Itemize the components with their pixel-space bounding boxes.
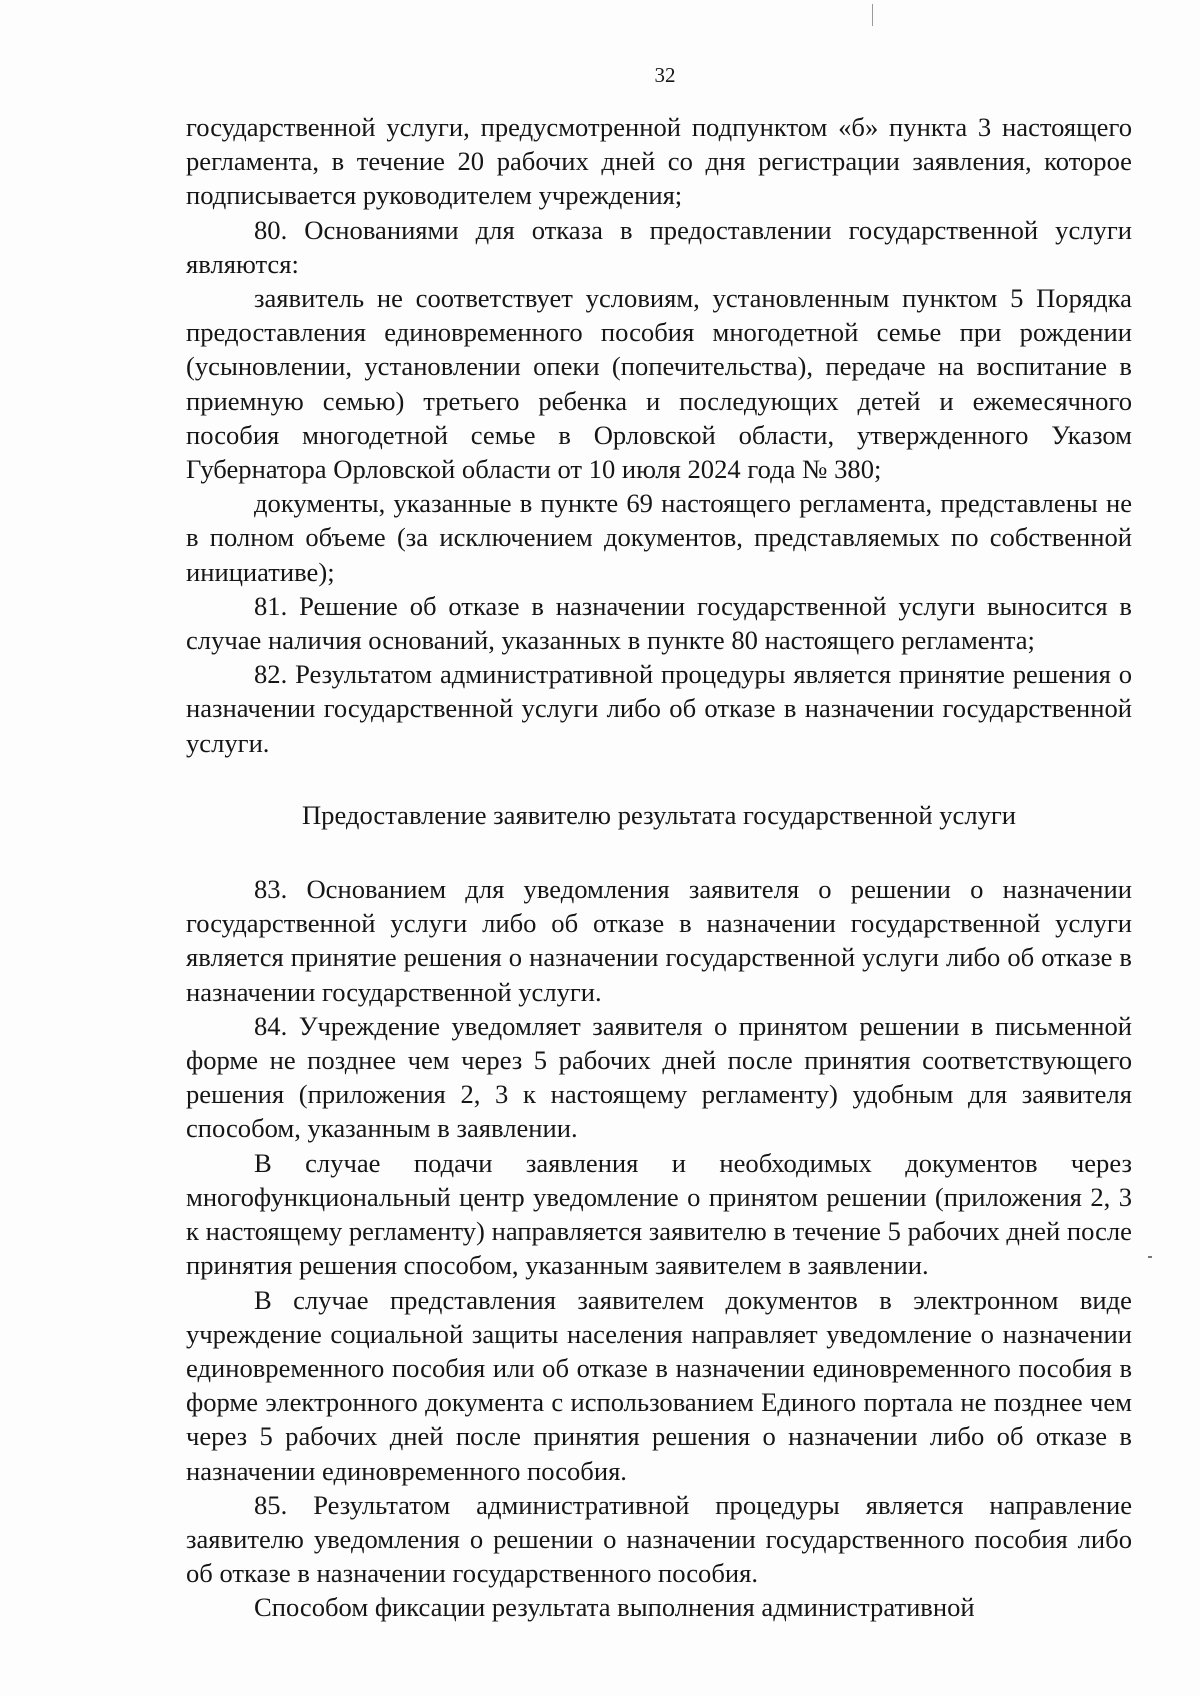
- paragraph-80-condition-2: документы, указанные в пункте 69 настоящего регламента, представлены не в полном объеме (за исключением документов, представляемых по собственной инициативе);: [186, 488, 1132, 587]
- paragraph-80: 80. Основаниями для отказа в предоставлении государственной услуги являются:: [186, 214, 1132, 279]
- paragraph-continuation: государственной услуги, предусмотренной подпунктом «б» пункта 3 настоящего регламента, в течение 20 рабочих дней со дня регистрации заявления, которое подписывается руководителем учреждения;: [186, 112, 1132, 211]
- paragraph-83: 83. Основанием для уведомления заявителя о решении о назначении государственной услуги либо об отказе в назначении государственной услуги является принятие решения о назначении государственной услуги либо об отказе в назначении государственной услуги.: [186, 874, 1132, 1007]
- scan-artifact-line: [872, 4, 873, 26]
- paragraph-82: 82. Результатом административной процедуры является принятие решения о назначении государственной услуги либо об отказе в назначении государственной услуги.: [186, 659, 1132, 758]
- scan-artifact-speck: [1148, 1256, 1152, 1258]
- paragraph-85-fixation: Способом фиксации результата выполнения административной: [254, 1592, 975, 1623]
- paragraph-84-electronic: В случае представления заявителем документов в электронном виде учреждение социальной защиты населения направляет уведомление о назначении единовременного пособия или об отказе в назначении единовременного пособия в форме электронного документа с использованием Единого портала не позднее чем через 5 рабочих дней после принятия решения о назначении либо об отказе в назначении единовременного пособия.: [186, 1284, 1132, 1486]
- paragraph-84-mfc: В случае подачи заявления и необходимых документов через многофункциональный центр уведомление о принятом решении (приложения 2, 3 к настоящему регламенту) направляется заявителю в течение 5 рабочих дней после принятия решения способом, указанным заявителем в заявлении.: [186, 1147, 1132, 1281]
- paragraph-84: 84. Учреждение уведомляет заявителя о принятом решении в письменной форме не позднее чем через 5 рабочих дней после принятия соответствующего решения (приложения 2, 3 к настоящему регламенту) удобным для заявителя способом, указанным в заявлении.: [186, 1010, 1132, 1144]
- document-body: [186, 110, 1132, 1625]
- paragraph-85: 85. Результатом административной процедуры является направление заявителю уведомления о решении о назначении государственного пособия либо об отказе в назначении государственного пособия.: [186, 1489, 1132, 1589]
- section-heading: Предоставление заявителю результата государственной услуги: [301, 799, 1017, 830]
- paragraph-80-condition-1: заявитель не соответствует условиям, установленным пунктом 5 Порядка предоставления единовременного пособия многодетной семье при рождении (усыновлении, установлении опеки (попечительства), передаче на воспитание в приемную семью) третьего ребенка и последующих детей и ежемесячного пособия многодетной семье в Орловской области, утвержденного Указом Губернатора Орловской области от 10 июля 2024 года № 380;: [186, 283, 1132, 485]
- paragraph-81: 81. Решение об отказе в назначении государственной услуги выносится в случае наличия оснований, указанных в пункте 80 настоящего регламента;: [186, 590, 1132, 656]
- page-number: 32: [654, 63, 676, 87]
